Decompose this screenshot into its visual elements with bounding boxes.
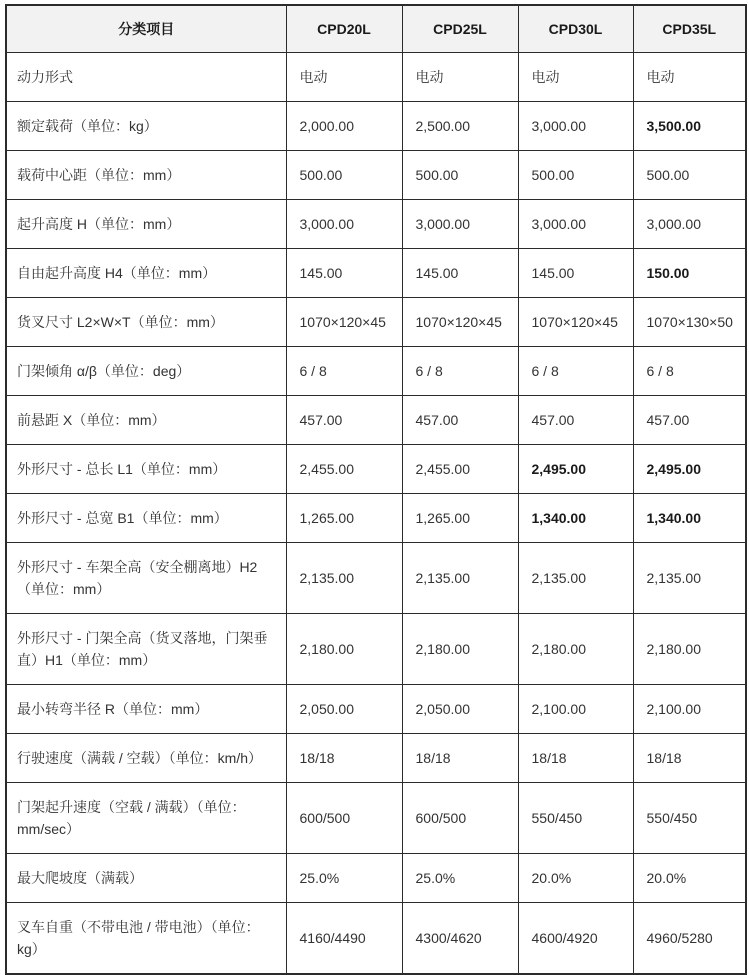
spec-value-cell: 4160/4490 — [286, 903, 402, 975]
spec-label-cell: 额定载荷（单位：kg） — [6, 102, 286, 151]
spec-value-cell: 18/18 — [518, 734, 633, 783]
spec-row — [6, 151, 746, 200]
spec-row — [6, 685, 746, 734]
spec-value-cell: 25.0% — [286, 854, 402, 903]
spec-value-cell: 4300/4620 — [402, 903, 518, 975]
spec-value-cell: 1070×120×45 — [518, 298, 633, 347]
spec-value-cell: 2,050.00 — [286, 685, 402, 734]
spec-value-cell: 145.00 — [402, 249, 518, 298]
spec-table-body — [6, 53, 746, 975]
spec-value-cell: 457.00 — [518, 396, 633, 445]
spec-label-cell: 前悬距 X（单位：mm） — [6, 396, 286, 445]
spec-row — [6, 903, 746, 975]
spec-value-cell: 3,500.00 — [633, 102, 746, 151]
column-header-cpd35l: CPD35L — [633, 5, 746, 53]
spec-value-cell: 1,265.00 — [286, 494, 402, 543]
spec-row — [6, 854, 746, 903]
spec-row — [6, 249, 746, 298]
spec-row — [6, 494, 746, 543]
spec-value-cell: 2,455.00 — [402, 445, 518, 494]
spec-value-cell: 457.00 — [402, 396, 518, 445]
spec-row — [6, 783, 746, 854]
spec-value-cell: 电动 — [633, 53, 746, 102]
spec-label-cell: 行驶速度（满载 / 空载）（单位：km/h） — [6, 734, 286, 783]
spec-value-cell: 550/450 — [518, 783, 633, 854]
spec-value-cell: 1,265.00 — [402, 494, 518, 543]
spec-value-cell: 18/18 — [286, 734, 402, 783]
spec-value-cell: 500.00 — [286, 151, 402, 200]
spec-value-cell: 18/18 — [402, 734, 518, 783]
spec-value-cell: 3,000.00 — [286, 200, 402, 249]
spec-row — [6, 53, 746, 102]
spec-value-cell: 3,000.00 — [633, 200, 746, 249]
spec-value-cell: 2,135.00 — [402, 543, 518, 614]
spec-value-cell: 2,455.00 — [286, 445, 402, 494]
spec-row — [6, 445, 746, 494]
spec-value-cell: 150.00 — [633, 249, 746, 298]
spec-value-cell: 600/500 — [286, 783, 402, 854]
spec-value-cell: 145.00 — [518, 249, 633, 298]
spec-label-cell: 自由起升高度 H4（单位：mm） — [6, 249, 286, 298]
spec-row — [6, 347, 746, 396]
spec-label-cell: 外形尺寸 - 总宽 B1（单位：mm） — [6, 494, 286, 543]
spec-label-cell: 起升高度 H（单位：mm） — [6, 200, 286, 249]
spec-value-cell: 2,135.00 — [633, 543, 746, 614]
spec-value-cell: 6 / 8 — [518, 347, 633, 396]
spec-value-cell: 25.0% — [402, 854, 518, 903]
spec-value-cell: 电动 — [402, 53, 518, 102]
spec-value-cell: 600/500 — [402, 783, 518, 854]
spec-row — [6, 396, 746, 445]
spec-value-cell: 457.00 — [286, 396, 402, 445]
column-header-cpd25l: CPD25L — [402, 5, 518, 53]
spec-label-cell: 最大爬坡度（满载） — [6, 854, 286, 903]
spec-label-cell: 最小转弯半径 R（单位：mm） — [6, 685, 286, 734]
spec-row — [6, 543, 746, 614]
spec-value-cell: 2,180.00 — [286, 614, 402, 685]
forklift-spec-table — [5, 4, 747, 975]
spec-label-cell: 载荷中心距（单位：mm） — [6, 151, 286, 200]
spec-value-cell: 6 / 8 — [286, 347, 402, 396]
spec-row — [6, 298, 746, 347]
spec-row — [6, 614, 746, 685]
spec-value-cell: 550/450 — [633, 783, 746, 854]
spec-value-cell: 18/18 — [633, 734, 746, 783]
spec-label-cell: 叉车自重（不带电池 / 带电池）（单位：kg） — [6, 903, 286, 975]
spec-value-cell: 3,000.00 — [402, 200, 518, 249]
spec-value-cell: 500.00 — [518, 151, 633, 200]
spec-value-cell: 1070×120×45 — [402, 298, 518, 347]
spec-value-cell: 4960/5280 — [633, 903, 746, 975]
header-row — [6, 5, 746, 53]
spec-value-cell: 6 / 8 — [402, 347, 518, 396]
spec-value-cell: 3,000.00 — [518, 102, 633, 151]
spec-row — [6, 200, 746, 249]
spec-value-cell: 1,340.00 — [633, 494, 746, 543]
spec-label-cell: 外形尺寸 - 门架全高（货叉落地，门架垂直）H1（单位：mm） — [6, 614, 286, 685]
spec-value-cell: 2,050.00 — [402, 685, 518, 734]
spec-value-cell: 3,000.00 — [518, 200, 633, 249]
spec-value-cell: 2,000.00 — [286, 102, 402, 151]
spec-label-cell: 外形尺寸 - 总长 L1（单位：mm） — [6, 445, 286, 494]
spec-label-cell: 外形尺寸 - 车架全高（安全棚离地）H2（单位：mm） — [6, 543, 286, 614]
spec-value-cell: 145.00 — [286, 249, 402, 298]
spec-label-cell: 动力形式 — [6, 53, 286, 102]
spec-value-cell: 2,180.00 — [633, 614, 746, 685]
spec-row — [6, 734, 746, 783]
column-header-cpd20l: CPD20L — [286, 5, 402, 53]
spec-value-cell: 2,100.00 — [518, 685, 633, 734]
spec-row — [6, 102, 746, 151]
spec-value-cell: 4600/4920 — [518, 903, 633, 975]
spec-value-cell: 457.00 — [633, 396, 746, 445]
spec-label-cell: 货叉尺寸 L2×W×T（单位：mm） — [6, 298, 286, 347]
column-header-cpd30l: CPD30L — [518, 5, 633, 53]
spec-value-cell: 1,340.00 — [518, 494, 633, 543]
spec-value-cell: 2,495.00 — [633, 445, 746, 494]
spec-value-cell: 1070×120×45 — [286, 298, 402, 347]
spec-value-cell: 20.0% — [518, 854, 633, 903]
spec-value-cell: 电动 — [286, 53, 402, 102]
spec-value-cell: 2,500.00 — [402, 102, 518, 151]
spec-value-cell: 2,180.00 — [518, 614, 633, 685]
column-header-category: 分类项目 — [6, 5, 286, 53]
spec-value-cell: 2,180.00 — [402, 614, 518, 685]
spec-value-cell: 2,100.00 — [633, 685, 746, 734]
spec-value-cell: 500.00 — [633, 151, 746, 200]
spec-value-cell: 6 / 8 — [633, 347, 746, 396]
spec-value-cell: 2,135.00 — [286, 543, 402, 614]
spec-label-cell: 门架倾角 α/β（单位：deg） — [6, 347, 286, 396]
spec-value-cell: 20.0% — [633, 854, 746, 903]
spec-value-cell: 1070×130×50 — [633, 298, 746, 347]
spec-value-cell: 2,135.00 — [518, 543, 633, 614]
spec-value-cell: 电动 — [518, 53, 633, 102]
spec-label-cell: 门架起升速度（空载 / 满载）（单位：mm/sec） — [6, 783, 286, 854]
spec-value-cell: 500.00 — [402, 151, 518, 200]
spec-value-cell: 2,495.00 — [518, 445, 633, 494]
